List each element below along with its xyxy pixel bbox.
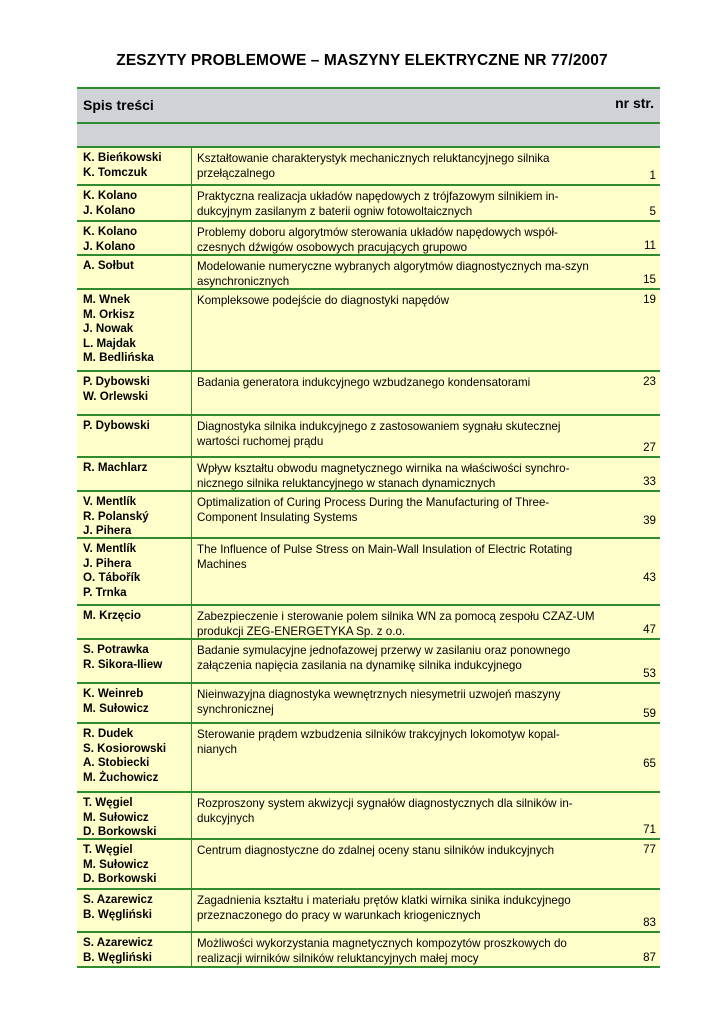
- entry-title: Badanie symulacyjne jednofazowej przerwy w zasilaniu oraz ponownego załączenia napięcia zasilania na dynamikę silnika indukcyjnego: [197, 644, 571, 672]
- column-divider: [191, 933, 192, 966]
- column-divider: [191, 724, 192, 791]
- entry-title: Sterowanie prądem wzbudzenia silników trakcyjnych lokomotyw kopal-nianych: [197, 728, 560, 756]
- toc-entry: [77, 458, 660, 492]
- entry-page-number: 23: [643, 375, 656, 388]
- entry-title: Kompleksowe podejście do diagnostyki napędów: [197, 294, 449, 307]
- entry-authors: [83, 643, 191, 672]
- column-divider: [191, 539, 192, 604]
- author-name: P. Dybowski: [83, 419, 150, 432]
- author-name: V. Mentlík: [83, 495, 137, 508]
- author-name: M. Żuchowicz: [83, 770, 159, 784]
- author-name: M. Wnek: [83, 293, 131, 306]
- entry-title: Diagnostyka silnika indukcyjnego z zastosowaniem sygnału skutecznej wartości ruchomej prądu: [197, 420, 561, 448]
- author-name: P. Trnka: [83, 585, 127, 599]
- entry-authors: [83, 727, 191, 785]
- author-name: M. Bedlińska: [83, 351, 154, 365]
- author-name: J. Pihera: [83, 524, 132, 538]
- author-name: T. Węgiel: [83, 796, 133, 809]
- column-divider: [191, 492, 192, 537]
- entry-page-number: 43: [643, 571, 656, 584]
- column-divider: [191, 793, 192, 838]
- toc-entry: [77, 416, 660, 458]
- author-name: T. Węgiel: [83, 843, 133, 856]
- toc-entry: [77, 186, 660, 222]
- column-divider: [191, 640, 192, 682]
- entry-title: Modelowanie numeryczne wybranych algorytmów diagnostycznych ma-szyn asynchronicznych: [197, 260, 589, 288]
- author-name: B. Węgliński: [83, 907, 152, 921]
- author-name: R. Dudek: [83, 727, 134, 740]
- entry-authors: [83, 259, 191, 274]
- toc-entry: [77, 539, 660, 606]
- entry-title: Zagadnienia kształtu i materiału prętów klatki wirnika sinika indukcyjnego przeznaczonego do pracy w warunkach kriogenicznych: [197, 894, 571, 922]
- entry-authors: [83, 189, 191, 218]
- toc-entry: [77, 256, 660, 290]
- entry-title: Optimalization of Curing Process During the Manufacturing of Three-Component Insulating Systems: [197, 496, 550, 524]
- author-name: R. Machlarz: [83, 461, 148, 474]
- toc-label: Spis treści: [83, 97, 154, 113]
- author-name: M. Orkisz: [83, 307, 135, 321]
- toc-rows: [77, 148, 660, 968]
- entry-authors: [83, 495, 191, 539]
- entry-page-number: 59: [643, 707, 656, 720]
- entry-page-number: 27: [643, 441, 656, 454]
- author-name: A. Sołbut: [83, 259, 134, 272]
- table-of-contents: [77, 87, 660, 968]
- author-name: J. Nowak: [83, 322, 134, 336]
- toc-entry: [77, 640, 660, 684]
- entry-title: Wpływ kształtu obwodu magnetycznego wirnika na właściwości synchro-nicznego silnika reluktancyjnego w stanach dynamicznych: [197, 462, 570, 490]
- entry-title: Zabezpieczenie i sterowanie polem silnika WN za pomocą zespołu CZAZ-UM produkcji ZEG-ENERGETYKA Sp. z o.o.: [197, 610, 595, 638]
- author-name: S. Potrawka: [83, 643, 149, 656]
- column-divider: [191, 416, 192, 456]
- toc-entry: [77, 793, 660, 840]
- author-name: M. Sułowicz: [83, 810, 149, 824]
- author-name: K. Kolano: [83, 225, 138, 238]
- column-divider: [191, 840, 192, 888]
- entry-page-number: 33: [643, 475, 656, 488]
- entry-page-number: 5: [649, 205, 656, 218]
- author-name: K. Tomczuk: [83, 165, 148, 179]
- entry-page-number: 39: [643, 514, 656, 527]
- column-divider: [191, 148, 192, 184]
- entry-page-number: 71: [643, 823, 656, 836]
- toc-header: [77, 87, 660, 124]
- author-name: M. Krzęcio: [83, 609, 141, 622]
- entry-authors: [83, 687, 191, 716]
- column-divider: [191, 890, 192, 931]
- entry-title: Praktyczna realizacja układów napędowych z trójfazowym silnikiem in-dukcyjnym zasilanym z baterii ogniw fotowoltaicznych: [197, 190, 559, 218]
- column-divider: [191, 290, 192, 370]
- entry-title: Możliwości wykorzystania magnetycznych kompozytów proszkowych do realizacji wirników silników reluktancyjnych małej mocy: [197, 937, 567, 965]
- column-divider: [191, 256, 192, 288]
- toc-entry: [77, 933, 660, 968]
- column-divider: [191, 186, 192, 220]
- author-name: S. Kosiorowski: [83, 741, 167, 755]
- entry-page-number: 83: [643, 916, 656, 929]
- author-name: P. Dybowski: [83, 375, 150, 388]
- author-name: M. Sułowicz: [83, 701, 149, 715]
- entry-page-number: 15: [643, 273, 656, 286]
- entry-title: Badania generatora indukcyjnego wzbudzanego kondensatorami: [197, 376, 531, 389]
- toc-entry: [77, 724, 660, 793]
- entry-page-number: 47: [643, 623, 656, 636]
- entry-title: Centrum diagnostyczne do zdalnej oceny stanu silników indukcyjnych: [197, 844, 555, 857]
- author-name: R. Sikora-Iliew: [83, 657, 163, 671]
- entry-authors: [83, 293, 191, 366]
- author-name: R. Polanský: [83, 509, 149, 523]
- author-name: W. Orlewski: [83, 389, 149, 403]
- entry-authors: [83, 796, 191, 840]
- entry-page-number: 11: [643, 239, 656, 252]
- author-name: S. Azarewicz: [83, 893, 153, 906]
- entry-authors: [83, 461, 191, 476]
- column-divider: [191, 684, 192, 722]
- entry-title: Kształtowanie charakterystyk mechanicznych reluktancyjnego silnika przełączalnego: [197, 152, 550, 180]
- entry-title: Problemy doboru algorytmów sterowania układów napędowych współ-czesnych dźwigów osobowych pracujących grupowo: [197, 226, 558, 254]
- author-name: J. Kolano: [83, 203, 136, 217]
- entry-authors: [83, 419, 191, 434]
- entry-authors: [83, 843, 191, 887]
- document-title: ZESZYTY PROBLEMOWE – MASZYNY ELEKTRYCZNE NR 77/2007: [116, 52, 608, 69]
- entry-authors: [83, 609, 191, 624]
- entry-page-number: 19: [643, 293, 656, 306]
- author-name: D. Borkowski: [83, 872, 157, 886]
- entry-title: The Influence of Pulse Stress on Main-Wall Insulation of Electric Rotating Machines: [197, 543, 573, 571]
- column-divider: [191, 606, 192, 638]
- header-spacer: [77, 124, 660, 148]
- entry-authors: [83, 151, 191, 180]
- entry-authors: [83, 893, 191, 922]
- entry-page-number: 77: [643, 843, 656, 856]
- column-divider: [191, 458, 192, 490]
- toc-entry: [77, 684, 660, 724]
- entry-page-number: 65: [643, 757, 656, 770]
- entry-title: Rozproszony system akwizycji sygnałów diagnostycznych dla silników in-dukcyjnych: [197, 797, 573, 825]
- entry-authors: [83, 225, 191, 254]
- page-column-label: nr str.: [615, 95, 654, 111]
- author-name: K. Kolano: [83, 189, 138, 202]
- entry-page-number: 87: [643, 951, 656, 964]
- toc-entry: [77, 222, 660, 256]
- toc-entry: [77, 290, 660, 372]
- toc-entry: [77, 372, 660, 416]
- author-name: D. Borkowski: [83, 825, 157, 839]
- author-name: K. Weinreb: [83, 687, 144, 700]
- author-name: O. Tábořík: [83, 571, 141, 585]
- toc-entry: [77, 890, 660, 933]
- author-name: L. Majdak: [83, 336, 136, 350]
- author-name: A. Stobiecki: [83, 756, 150, 770]
- column-divider: [191, 222, 192, 254]
- toc-entry: [77, 840, 660, 890]
- toc-entry: [77, 606, 660, 640]
- entry-page-number: 1: [649, 169, 656, 182]
- entry-authors: [83, 936, 191, 965]
- author-name: S. Azarewicz: [83, 936, 153, 949]
- author-name: M. Sułowicz: [83, 857, 149, 871]
- author-name: V. Mentlík: [83, 542, 137, 555]
- author-name: B. Węgliński: [83, 950, 152, 964]
- entry-page-number: 53: [643, 667, 656, 680]
- column-divider: [191, 372, 192, 414]
- author-name: K. Bieńkowski: [83, 151, 162, 164]
- toc-entry: [77, 492, 660, 539]
- author-name: J. Pihera: [83, 556, 132, 570]
- entry-title: Nieinwazyjna diagnostyka wewnętrznych niesymetrii uzwojeń maszyny synchronicznej: [197, 688, 561, 716]
- entry-authors: [83, 542, 191, 600]
- entry-authors: [83, 375, 191, 404]
- author-name: J. Kolano: [83, 239, 136, 253]
- toc-entry: [77, 148, 660, 186]
